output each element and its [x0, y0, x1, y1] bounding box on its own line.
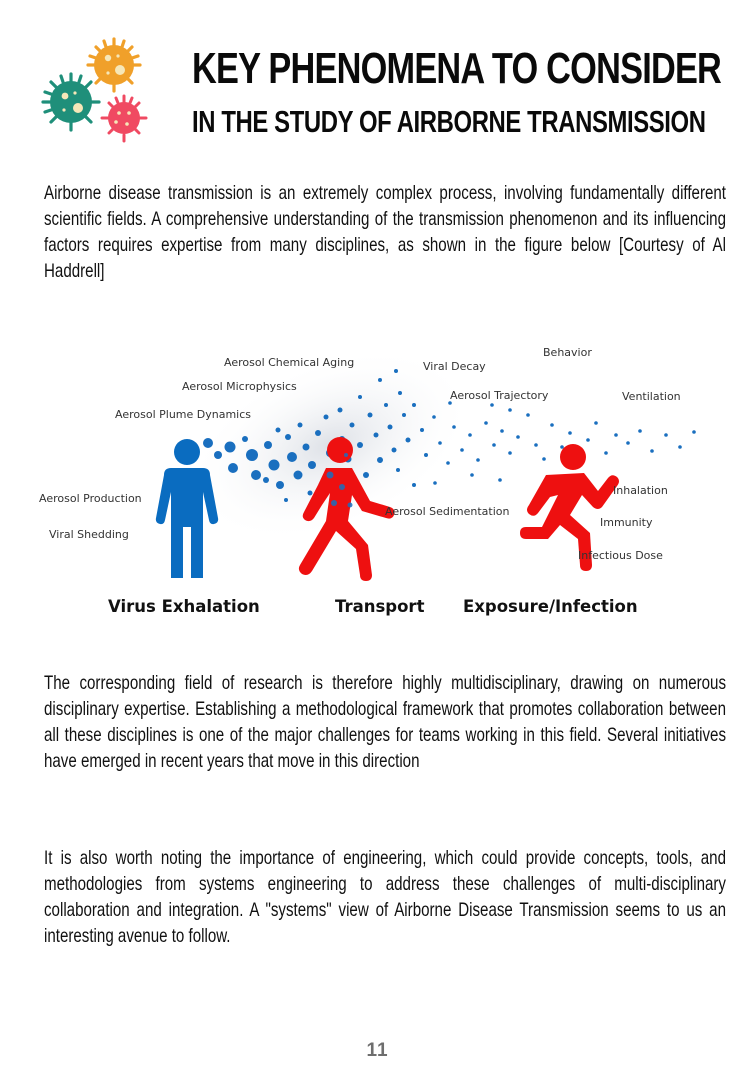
caption-exposure-infection: Exposure/Infection: [463, 597, 638, 616]
label-aerosol-chemical-aging: Aerosol Chemical Aging: [224, 356, 355, 369]
label-infectious-dose: Infectious Dose: [578, 549, 663, 562]
label-viral-shedding: Viral Shedding: [49, 528, 129, 541]
page-title: KEY PHENOMENA TO CONSIDER: [192, 44, 722, 93]
virus-cluster-icon: [36, 34, 152, 144]
page-header: [0, 0, 755, 160]
intro-paragraph-text: Airborne disease transmission is an extremely complex process, involving fundamentally different scientific fields. A comprehensive understanding of the transmission phenomenon and its influencing factors requires expertise from many disciplines, as shown in the figure below [Courtesy of Al Haddrell]: [44, 182, 726, 282]
caption-transport: Transport: [335, 597, 425, 616]
label-viral-decay: Viral Decay: [423, 360, 486, 373]
page-number: 11: [366, 1040, 389, 1061]
label-aerosol-production: Aerosol Production: [39, 492, 142, 505]
label-immunity: Immunity: [600, 516, 653, 529]
label-behavior: Behavior: [543, 346, 592, 359]
transmission-illustration: [30, 335, 730, 625]
caption-virus-exhalation: Virus Exhalation: [108, 597, 260, 616]
label-aerosol-sedimentation: Aerosol Sedimentation: [385, 505, 510, 518]
engineering-paragraph: [44, 845, 726, 949]
intro-paragraph: [44, 180, 726, 284]
engineering-paragraph-text: It is also worth noting the importance of engineering, which could provide concepts, tools, and methodologies from systems engineering to address these challenges of multi-disciplinary collaboration and integration. A "systems" view of Airborne Disease Transmission seems to us an interesting avenue to follow.: [44, 847, 726, 947]
label-aerosol-trajectory: Aerosol Trajectory: [450, 389, 549, 402]
label-ventilation: Ventilation: [622, 390, 681, 403]
transmission-figure: [30, 335, 730, 625]
multidisciplinary-paragraph: [44, 670, 726, 774]
multidisciplinary-paragraph-text: The corresponding field of research is therefore highly multidisciplinary, drawing on numerous disciplinary expertise. Establishing a methodological framework that promotes collaboration between all these disciplines is one of the major challenges for teams working in this field. Several initiatives have emerged in recent years that move in this direction: [44, 672, 726, 772]
page-subtitle: IN THE STUDY OF AIRBORNE TRANSMISSION: [192, 104, 706, 139]
label-aerosol-plume-dynamics: Aerosol Plume Dynamics: [115, 408, 252, 421]
label-inhalation: Inhalation: [613, 484, 668, 497]
label-aerosol-microphysics: Aerosol Microphysics: [182, 380, 297, 393]
